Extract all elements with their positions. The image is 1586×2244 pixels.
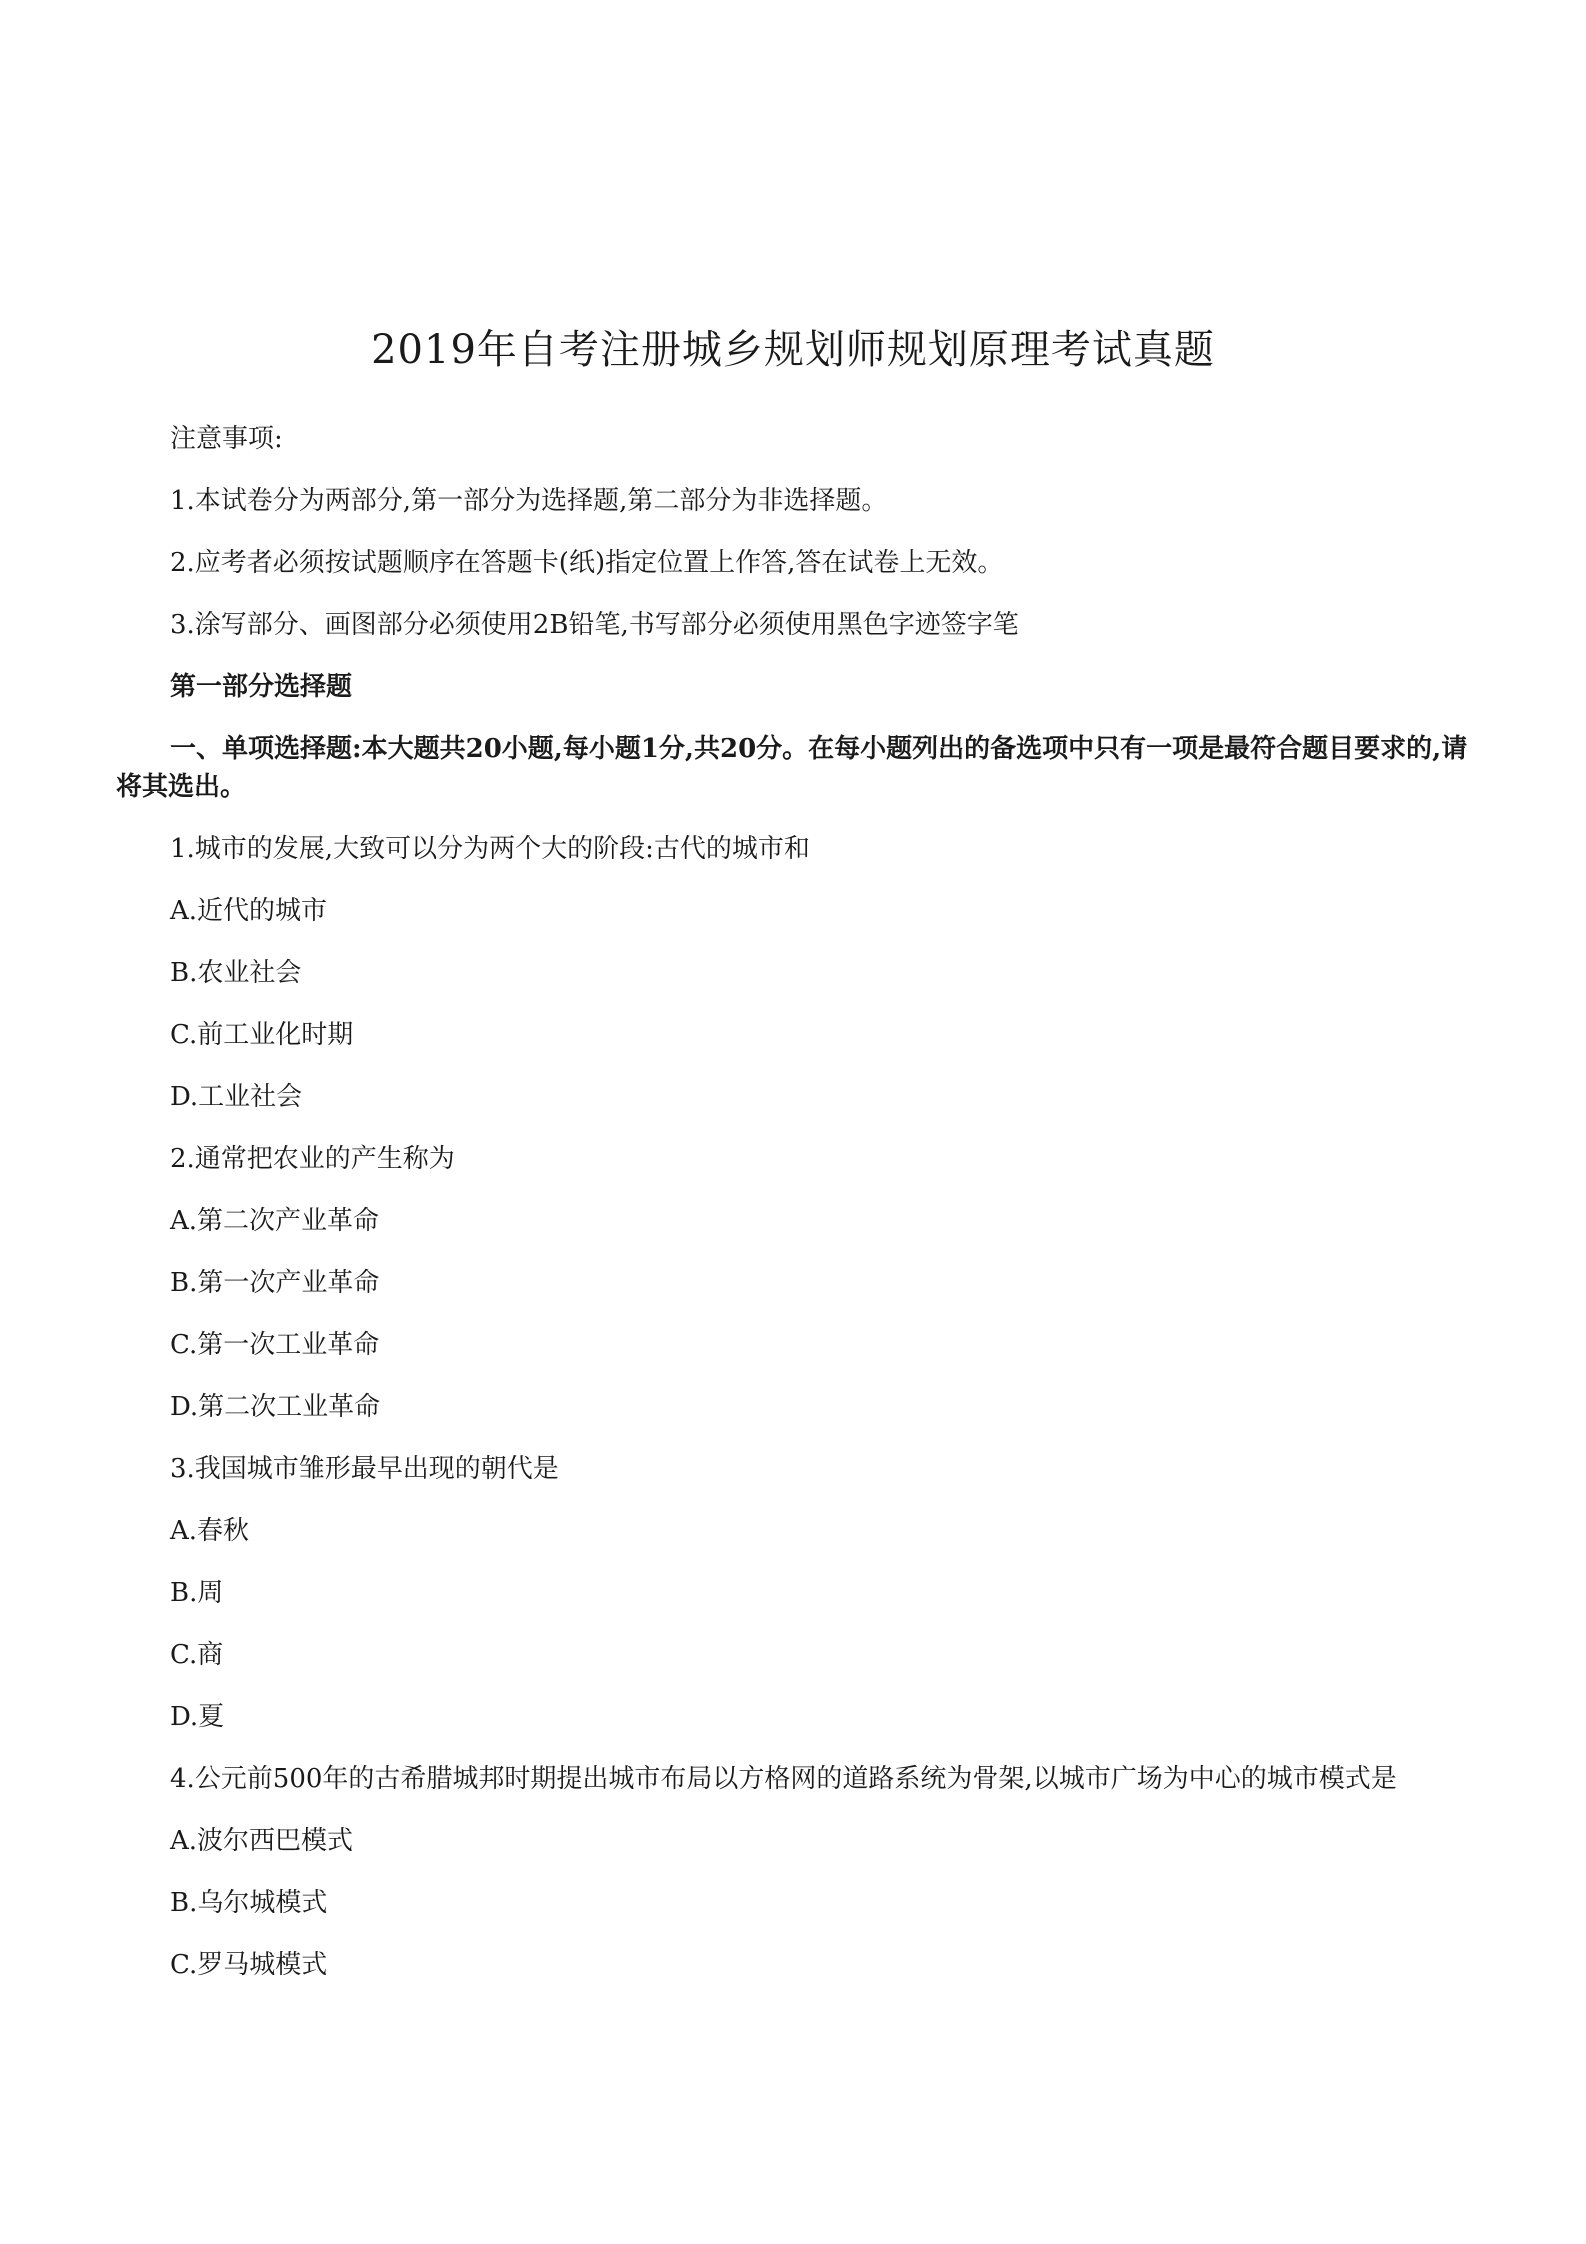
notice-item: 3.涂写部分、画图部分必须使用2B铅笔,书写部分必须使用黑色字迹签字笔 [170, 610, 1019, 640]
question-option: D.工业社会 [170, 1082, 303, 1112]
question-option: A.近代的城市 [170, 896, 328, 926]
question-stem: 1.城市的发展,大致可以分为两个大的阶段:古代的城市和 [170, 834, 810, 864]
section-heading: 一、单项选择题:本大题共20小题,每小题1分,共20分。在每小题列出的备选项中只有一项是最符合题目要求的,请将其选出。 [116, 734, 1468, 802]
question-option: D.夏 [170, 1702, 225, 1732]
question-stem: 3.我国城市雏形最早出现的朝代是 [170, 1454, 559, 1484]
document-body [116, 420, 1470, 2008]
question-option: B.乌尔城模式 [170, 1888, 328, 1918]
part-heading: 第一部分选择题 [170, 672, 353, 702]
notice-item: 1.本试卷分为两部分,第一部分为选择题,第二部分为非选择题。 [170, 486, 888, 516]
question-option: D.第二次工业革命 [170, 1392, 381, 1422]
question-option: A.波尔西巴模式 [170, 1826, 354, 1856]
question-option: C.罗马城模式 [170, 1950, 328, 1980]
question-option: B.农业社会 [170, 958, 302, 988]
question-option: A.春秋 [170, 1516, 250, 1546]
notice-item: 2.应考者必须按试题顺序在答题卡(纸)指定位置上作答,答在试卷上无效。 [170, 548, 1004, 578]
question-option: C.商 [170, 1640, 224, 1670]
document-title: 2019年自考注册城乡规划师规划原理考试真题 [371, 327, 1215, 373]
question-option: B.第一次产业革命 [170, 1268, 380, 1298]
question-stem: 2.通常把农业的产生称为 [170, 1144, 455, 1174]
question-option: B.周 [170, 1578, 224, 1608]
question-stem: 4.公元前500年的古希腊城邦时期提出城市布局以方格网的道路系统为骨架,以城市广场为中心的城市模式是 [170, 1764, 1397, 1794]
question-option: A.第二次产业革命 [170, 1206, 380, 1236]
question-option: C.第一次工业革命 [170, 1330, 380, 1360]
notice-heading: 注意事项: [170, 424, 283, 454]
question-option: C.前工业化时期 [170, 1020, 354, 1050]
